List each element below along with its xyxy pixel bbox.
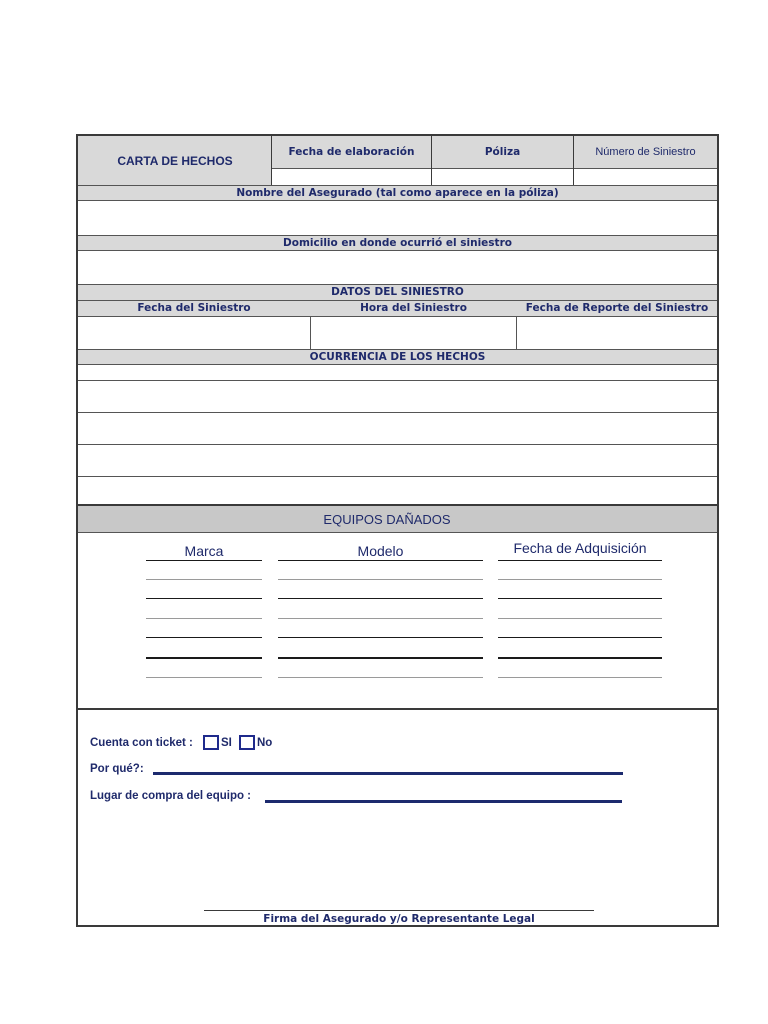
hora-siniestro-field[interactable] <box>311 317 517 349</box>
equipo-row-line[interactable] <box>498 598 662 599</box>
fecha-elaboracion-field[interactable] <box>272 168 431 185</box>
equipo-row-line[interactable] <box>278 598 483 599</box>
ocurrencia-line-4[interactable] <box>78 445 717 477</box>
hora-siniestro-label: Hora del Siniestro <box>360 302 467 314</box>
ocurrencia-line-5[interactable] <box>78 477 717 504</box>
lugar-compra-field[interactable] <box>265 800 622 803</box>
nombre-asegurado-label: Nombre del Asegurado (tal como aparece en la póliza) <box>236 187 559 199</box>
carta-de-hechos-form <box>76 134 719 927</box>
porque-field[interactable] <box>153 772 623 775</box>
equipo-row-line[interactable] <box>278 637 483 638</box>
ocurrencia-line-2[interactable] <box>78 381 717 413</box>
equipo-row-line[interactable] <box>146 677 262 678</box>
equipo-row-line[interactable] <box>146 618 262 619</box>
fecha-siniestro-label: Fecha del Siniestro <box>137 302 251 314</box>
equipo-row-line[interactable] <box>146 637 262 638</box>
form-title: CARTA DE HECHOS <box>117 154 233 168</box>
equipo-row-line[interactable] <box>278 618 483 619</box>
equipo-row-line[interactable] <box>278 677 483 678</box>
equipos-label: EQUIPOS DAÑADOS <box>323 512 451 527</box>
fecha-reporte-field[interactable] <box>517 317 717 349</box>
domicilio-label: Domicilio en donde ocurrió el siniestro <box>283 237 512 249</box>
nombre-asegurado-field[interactable] <box>78 201 717 235</box>
poliza-field[interactable] <box>432 168 573 185</box>
poliza-label: Póliza <box>484 146 521 158</box>
equipo-row-line[interactable] <box>278 657 483 659</box>
porque-label: Por qué?: <box>90 763 144 775</box>
equipo-row-line[interactable] <box>498 657 662 659</box>
equipo-row-line[interactable] <box>278 579 483 580</box>
ticket-no-label: No <box>257 737 273 749</box>
equipo-row-line[interactable] <box>498 637 662 638</box>
ticket-label: Cuenta con ticket : <box>90 737 193 749</box>
ocurrencia-label: OCURRENCIA DE LOS HECHOS <box>309 351 486 363</box>
ticket-si-label: SI <box>221 737 232 749</box>
fecha-siniestro-field[interactable] <box>78 317 311 349</box>
equipo-row-line[interactable] <box>498 618 662 619</box>
ticket-si-checkbox[interactable] <box>203 735 219 750</box>
numero-siniestro-field[interactable] <box>574 168 717 185</box>
marca-header: Marca <box>184 543 224 559</box>
ocurrencia-line-1[interactable] <box>78 365 717 381</box>
datos-siniestro-label: DATOS DEL SINIESTRO <box>331 286 464 298</box>
modelo-header: Modelo <box>357 543 404 559</box>
numero-siniestro-label: Número de Siniestro <box>595 146 696 158</box>
fecha-elaboracion-label: Fecha de elaboración <box>288 146 415 158</box>
fecha-reporte-label: Fecha de Reporte del Siniestro <box>525 302 709 314</box>
lugar-compra-label: Lugar de compra del equipo : <box>90 790 252 802</box>
domicilio-field[interactable] <box>78 251 717 284</box>
equipo-row-line[interactable] <box>498 677 662 678</box>
fecha-adquisicion-header: Fecha de Adquisición <box>513 540 647 556</box>
firma-line[interactable] <box>204 910 594 911</box>
firma-label: Firma del Asegurado y/o Representante Legal <box>263 913 535 925</box>
equipo-row-line[interactable] <box>146 598 262 599</box>
ticket-no-checkbox[interactable] <box>239 735 255 750</box>
ocurrencia-line-3[interactable] <box>78 413 717 445</box>
equipo-row-line[interactable] <box>498 579 662 580</box>
equipo-row-line[interactable] <box>146 579 262 580</box>
equipo-row-line[interactable] <box>146 657 262 659</box>
